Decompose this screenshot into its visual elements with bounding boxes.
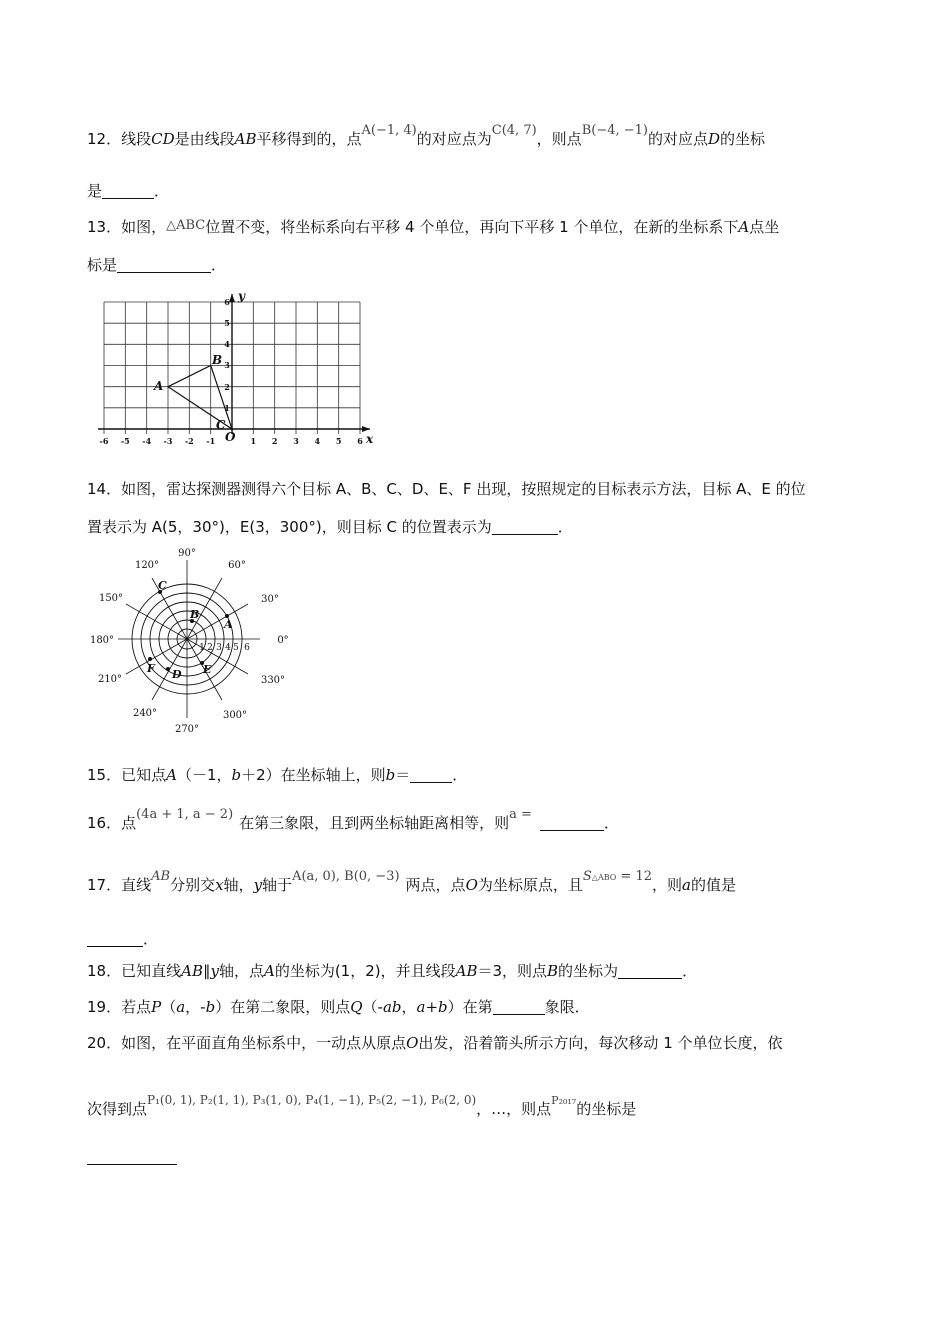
q15-text: （－1， (176, 766, 232, 784)
q18-number: 18． (87, 962, 122, 980)
q16-expression: (4a + 1, a − 2) (136, 807, 234, 822)
q19-var-a: a (176, 998, 186, 1016)
q18-parallel: ∥ (202, 962, 211, 980)
radar-target-a: A (224, 618, 233, 631)
q18-text: 已知直线 (121, 962, 182, 980)
radar-angle-label: 120° (134, 560, 160, 571)
q18-point-b: B (547, 962, 559, 980)
q12-text: 平移得到的，点 (256, 130, 362, 148)
y-tick: 5 (224, 318, 230, 328)
question-12-line-1 (87, 123, 766, 152)
q13-text: 点坐 (749, 218, 780, 236)
q15-answer-blank[interactable] (410, 766, 452, 783)
q17-area-subscript: △ABO (591, 873, 617, 882)
radar-figure (90, 546, 300, 736)
q20-text: 如图，在平面直角坐标系中，一动点从原点 (121, 1034, 407, 1052)
q14-answer-blank[interactable] (492, 518, 558, 535)
q15-var-b: b (385, 766, 396, 784)
q18-text: 的坐标为 (558, 962, 619, 980)
q16-text: 在第三象限，且到两坐标轴距离相等，则 (239, 814, 510, 832)
q20-answer-blank[interactable] (87, 1148, 177, 1165)
q18-segment-ab: AB (455, 962, 478, 980)
q17-text: 的值是 (690, 876, 736, 894)
q13-text: 标是 (87, 256, 118, 274)
question-13-line-2 (87, 254, 226, 276)
question-17-line-2 (87, 928, 158, 950)
q18-y-axis: y (210, 962, 219, 980)
x-tick: -2 (184, 436, 194, 446)
q12-point-b: B(−4, −1) (581, 123, 648, 138)
question-20-line-2 (87, 1093, 637, 1122)
q17-number: 17． (87, 876, 122, 894)
q13-text: ． (211, 256, 227, 274)
x-tick: -3 (163, 436, 173, 446)
q19-text: ）在第二象限，则点 (215, 998, 351, 1016)
q18-point-a: A (263, 962, 275, 980)
x-tick: -1 (206, 436, 216, 446)
radar-ring-label: 1 (199, 643, 205, 653)
q14-text: ． (557, 518, 573, 536)
radar-ring-label: 6 (244, 643, 250, 653)
origin-label: O (225, 430, 236, 444)
q20-origin: O (406, 1034, 419, 1052)
question-15 (87, 764, 467, 786)
radar-target-c: C (158, 579, 167, 592)
q19-text: 象限． (544, 998, 590, 1016)
q12-number: 12． (87, 130, 122, 148)
q15-text: ． (452, 766, 468, 784)
q17-area-formula (583, 869, 652, 884)
q17-area-symbol: S (582, 869, 592, 884)
radar-angle-label: 270° (174, 724, 200, 735)
q12-point-d: D (708, 130, 721, 148)
q19-text: ）在第 (447, 998, 493, 1016)
radar-angle-label: 240° (132, 708, 158, 719)
radar-angle-label: 150° (98, 593, 124, 604)
q18-answer-blank[interactable] (618, 962, 682, 979)
y-axis-label: y (238, 289, 245, 303)
q15-text: 已知点 (121, 766, 167, 784)
q17-answer-blank[interactable] (87, 930, 143, 947)
x-tick: 6 (357, 436, 363, 446)
q17-points: A(a, 0), B(0, −3) (292, 869, 400, 884)
q12-text: ，则点 (536, 130, 582, 148)
q19-text: ， (401, 998, 417, 1016)
radar-target-d: D (172, 668, 182, 681)
x-tick: -5 (120, 436, 130, 446)
q15-number: 15． (87, 766, 122, 784)
q12-text: 是由线段 (174, 130, 235, 148)
question-20-line-1 (87, 1032, 783, 1054)
q16-text: ． (603, 814, 619, 832)
q14-text: 置表示为 A(5，30°)，E(3，300°)，则目标 C 的位置表示为 (87, 518, 492, 536)
radar-angle-label: 210° (97, 674, 123, 685)
q17-text: 分别交 (170, 876, 216, 894)
q18-text: 轴，点 (218, 962, 264, 980)
q19-number: 19． (87, 998, 122, 1016)
q19-var-a-plus-b: a+b (416, 998, 448, 1016)
q19-text: 若点 (121, 998, 152, 1016)
q16-answer-blank[interactable] (540, 814, 604, 831)
q15-text: ＝ (395, 766, 411, 784)
q20-text: 次得到点 (87, 1100, 148, 1118)
radar-target-b: B (190, 608, 200, 621)
radar-target-e: E (203, 663, 212, 676)
x-tick: 3 (293, 436, 299, 446)
q12-text: 线段 (121, 130, 152, 148)
q13-text: 位置不变，将坐标系向右平移 4 个单位，再向下平移 1 个单位，在新的坐标系下 (205, 218, 739, 236)
y-tick: 2 (224, 382, 230, 392)
x-tick: 4 (314, 436, 321, 446)
q19-answer-blank[interactable] (493, 998, 545, 1015)
q12-text: 的对应点 (647, 130, 708, 148)
q12-text: ． (154, 182, 170, 200)
q13-text: 如图， (121, 218, 167, 236)
q18-text: 的坐标为(1，2)，并且线段 (274, 962, 456, 980)
q19-point-q: Q (350, 998, 363, 1016)
x-tick: 2 (271, 436, 278, 446)
question-13-line-1 (87, 216, 779, 240)
radar-angle-label: 180° (90, 635, 115, 646)
question-14-line-2 (87, 516, 573, 538)
q17-text: ，则 (652, 876, 683, 894)
y-tick: 4 (224, 339, 230, 349)
y-tick: 6 (224, 297, 230, 307)
q12-point-c: C(4, 7) (491, 123, 537, 138)
q14-text: 如图，雷达探测器测得六个目标 A、B、C、D、E、F 出现，按照规定的目标表示方法，目标 A、E 的位 (121, 480, 806, 498)
radar-angle-label: 60° (228, 560, 246, 571)
q17-origin: O (465, 876, 478, 894)
q17-text: 轴， (223, 876, 254, 894)
q17-text: 直线 (121, 876, 152, 894)
radar-ring-label: 2 (207, 643, 213, 653)
q16-number: 16． (87, 814, 122, 832)
radar-target-f: F (147, 662, 155, 675)
radar-angle-label: 90° (178, 548, 196, 559)
q12-text: 的坐标 (720, 130, 766, 148)
coordinate-grid-figure (90, 288, 380, 450)
grid-point-b: B (212, 353, 223, 367)
q16-a-equals: a = (509, 807, 532, 822)
q12-text: 的对应点为 (416, 130, 492, 148)
q12-segment-ab: AB (234, 130, 257, 148)
q19-text: （- (362, 998, 383, 1016)
q18-text: ． (682, 962, 698, 980)
q17-var-a: a (682, 876, 691, 894)
radar-angle-label: 330° (260, 675, 286, 686)
q18-text: ＝3，则点 (477, 962, 548, 980)
x-tick: 5 (335, 436, 342, 446)
q19-var-ab: ab (382, 998, 402, 1016)
q17-text: 两点，点 (405, 876, 466, 894)
q15-text: ＋2）在坐标轴上，则 (241, 766, 386, 784)
y-tick: 1 (224, 403, 230, 413)
q13-triangle: △ABC (166, 218, 206, 233)
q17-y-axis: y (253, 876, 263, 894)
q17-area-value: = 12 (616, 869, 653, 884)
x-tick: -4 (142, 436, 152, 446)
q20-text: 出发，沿着箭头所示方向，每次移动 1 个单位长度，依 (418, 1034, 783, 1052)
y-tick: 3 (224, 360, 230, 370)
q12-answer-blank[interactable] (102, 182, 154, 199)
q12-segment-cd: CD (151, 130, 175, 148)
question-18 (87, 960, 697, 982)
question-19 (87, 996, 590, 1018)
x-axis-label: x (366, 432, 374, 446)
q15-var-b: b (231, 766, 242, 784)
radar-ring-label: 4 (225, 643, 231, 653)
grid-point-a: A (154, 379, 164, 393)
q12-text: 是 (87, 182, 103, 200)
q20-number: 20． (87, 1034, 122, 1052)
q12-point-a: A(−1, 4) (361, 123, 417, 138)
q19-text: ，- (185, 998, 206, 1016)
q14-number: 14． (87, 480, 122, 498)
q19-var-b: b (205, 998, 216, 1016)
radar-ring-label: 5 (233, 643, 239, 653)
q17-line-ab: AB (151, 869, 171, 884)
question-12-line-2 (87, 180, 169, 202)
radar-angle-label: 300° (222, 710, 248, 721)
q17-text: 为坐标原点，且 (477, 876, 583, 894)
q13-point-a: A (738, 218, 750, 236)
q20-point-p2017: P₂₀₁₇ (551, 1094, 577, 1107)
x-tick: -6 (99, 436, 109, 446)
q18-line-ab: AB (181, 962, 203, 980)
q19-text: （ (161, 998, 177, 1016)
question-16 (87, 807, 619, 836)
question-14-line-1 (87, 478, 806, 500)
radar-ring-label: 3 (216, 643, 222, 653)
radar-angle-label: 30° (261, 594, 279, 605)
question-17-line-1 (87, 869, 736, 899)
grid-point-c: C (216, 418, 226, 432)
q17-x-axis: x (215, 876, 224, 894)
q20-text: 的坐标是 (576, 1100, 637, 1118)
q19-point-p: P (151, 998, 162, 1016)
radar-angle-label: 0° (277, 635, 289, 646)
q20-point-sequence: P₁(0, 1), P₂(1, 1), P₃(1, 0), P₄(1, −1), P₅(2, −1), P₆(2, 0) (147, 1093, 477, 1107)
question-20-line-3 (87, 1146, 177, 1168)
q17-text: 轴于 (262, 876, 293, 894)
q17-text: ． (143, 930, 159, 948)
x-tick: 1 (250, 436, 257, 446)
q20-text: ，…，则点 (476, 1100, 552, 1118)
q13-number: 13． (87, 218, 122, 236)
q13-answer-blank[interactable] (117, 256, 211, 273)
q16-text: 点 (121, 814, 137, 832)
q15-point-a: A (166, 766, 177, 784)
